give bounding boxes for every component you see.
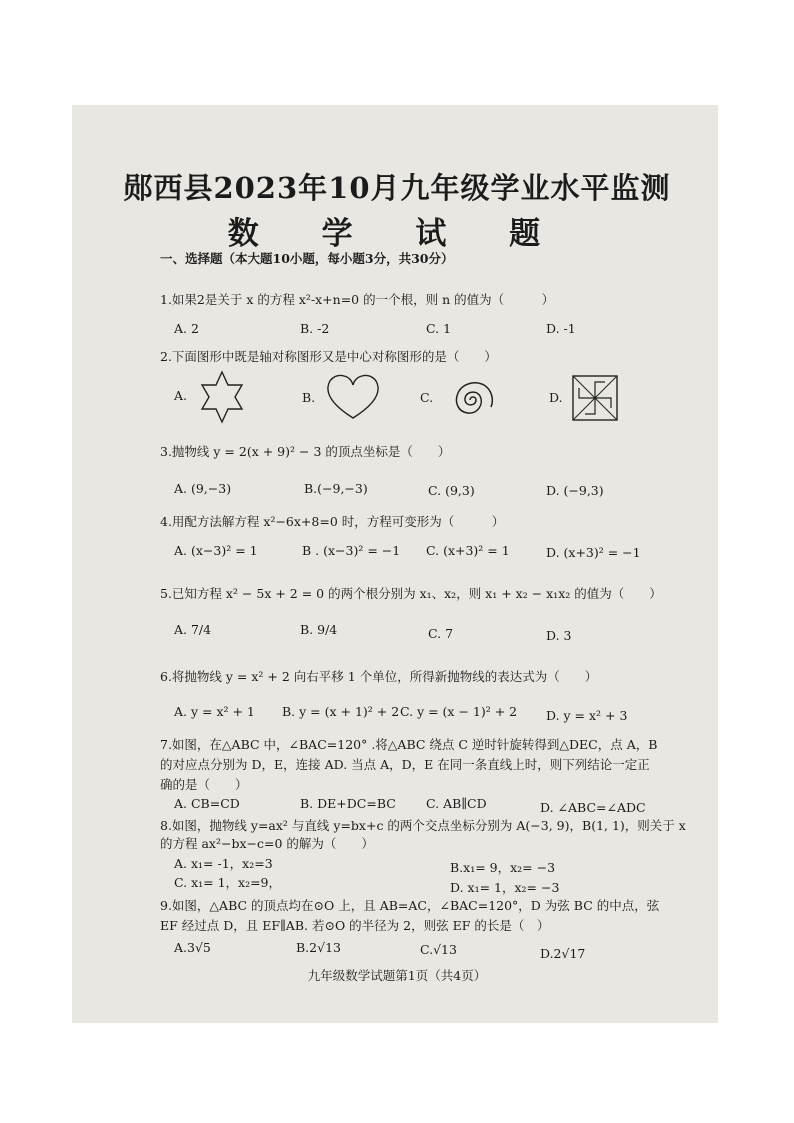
question-6-option-b: B. y = (x + 1)² + 2 [282,704,400,719]
question-2-option-d: D. [549,390,563,405]
question-9-option-c: C.√13 [420,942,457,957]
question-9-option-b: B.2√13 [296,940,341,955]
section-heading: 一、选择题（本大题10小题，每小题3分，共30分） [160,251,454,266]
question-7-stem-line-2: 的对应点分别为 D，E，连接 AD. 当点 A，D，E 在同一条直线上时，则下列结论一定正 [160,757,650,772]
question-7-stem-line-1: 7.如图，在△ABC 中，∠BAC=120° .将△ABC 绕点 C 逆时针旋转得到△DEC，点 A，B [160,737,658,752]
question-1-stem: 1.如果2是关于 x 的方程 x²-x+n=0 的一个根，则 n 的值为（ ） [160,292,555,307]
question-7-option-a: A. CB=CD [174,796,240,811]
question-8-option-a: A. x₁= -1，x₂=3 [174,856,273,871]
question-1-option-d: D. -1 [546,321,576,336]
question-6-option-d: D. y = x² + 3 [546,708,628,723]
question-4-stem: 4.用配方法解方程 x²−6x+8=0 时，方程可变形为（ ） [160,514,505,529]
question-7-option-b: B. DE+DC=BC [300,796,396,811]
question-7-stem-line-3: 确的是（ ） [160,777,248,792]
question-3-option-b: B.(−9,−3) [304,481,368,496]
question-9-option-a: A.3√5 [174,940,211,955]
question-3-stem: 3.抛物线 y = 2(x + 9)² − 3 的顶点坐标是（ ） [160,444,451,459]
question-8-option-d: D. x₁= 1，x₂= −3 [450,880,560,895]
question-2-option-c: C. [420,390,434,405]
question-2-option-a: A. [174,388,188,403]
question-5-option-c: C. 7 [428,626,454,641]
question-4-option-c: C. (x+3)² = 1 [426,543,510,558]
question-8-option-c: C. x₁= 1，x₂=9， [174,875,282,890]
question-9-stem-line-1: 9.如图，△ABC 的顶点均在⊙O 上，且 AB=AC，∠BAC=120°，D 为弦 BC 的中点，弦 [160,898,660,913]
page-title: 郧西县2023年10月九年级学业水平监测 [123,171,671,205]
question-5-option-d: D. 3 [546,628,572,643]
question-1-option-c: C. 1 [426,321,452,336]
question-2-stem: 2.下面图形中既是轴对称图形又是中心对称图形的是（ ） [160,349,497,364]
question-4-option-d: D. (x+3)² = −1 [546,545,641,560]
question-1-option-a: A. 2 [174,321,199,336]
question-5-option-b: B. 9/4 [300,622,338,637]
question-9-option-d: D.2√17 [540,946,586,961]
question-7-option-c: C. AB∥CD [426,796,487,811]
heart-icon [324,372,382,422]
question-3-option-c: C. (9,3) [428,483,475,498]
question-9-stem-line-2: EF 经过点 D，且 EF∥AB. 若⊙O 的半径为 2，则弦 EF 的长是（ ） [160,918,550,933]
pinwheel-square-icon [571,374,619,422]
question-4-option-b: B . (x−3)² = −1 [302,543,401,558]
page-footer: 九年级数学试题第1页（共4页） [307,968,487,983]
question-6-stem: 6.将抛物线 y = x² + 2 向右平移 1 个单位，所得新抛物线的表达式为（ ） [160,669,598,684]
question-6-option-a: A. y = x² + 1 [174,704,255,719]
spiral-icon [446,374,498,424]
question-5-option-a: A. 7/4 [174,622,212,637]
question-8-stem-line-2: 的方程 ax²−bx−c=0 的解为（ ） [160,836,374,851]
page-subtitle: 数 学 试 题 [227,216,567,252]
question-5-stem: 5.已知方程 x² − 5x + 2 = 0 的两个根分别为 x₁、x₂，则 x₁ + x₂ − x₁x₂ 的值为（ ） [160,586,662,601]
question-8-stem-line-1: 8.如图，抛物线 y=ax² 与直线 y=bx+c 的两个交点坐标分别为 A(−3, 9)，B(1, 1)，则关于 x [160,818,686,833]
question-1-option-b: B. -2 [300,321,330,336]
question-8-option-b: B.x₁= 9，x₂= −3 [450,860,556,875]
question-3-option-d: D. (−9,3) [546,483,604,498]
question-3-option-a: A. (9,−3) [174,481,232,496]
question-6-option-c: C. y = (x − 1)² + 2 [400,704,518,719]
question-7-option-d: D. ∠ABC=∠ADC [540,800,646,815]
question-2-option-b: B. [302,390,316,405]
question-4-option-a: A. (x−3)² = 1 [174,543,258,558]
six-point-star-icon [196,370,248,424]
